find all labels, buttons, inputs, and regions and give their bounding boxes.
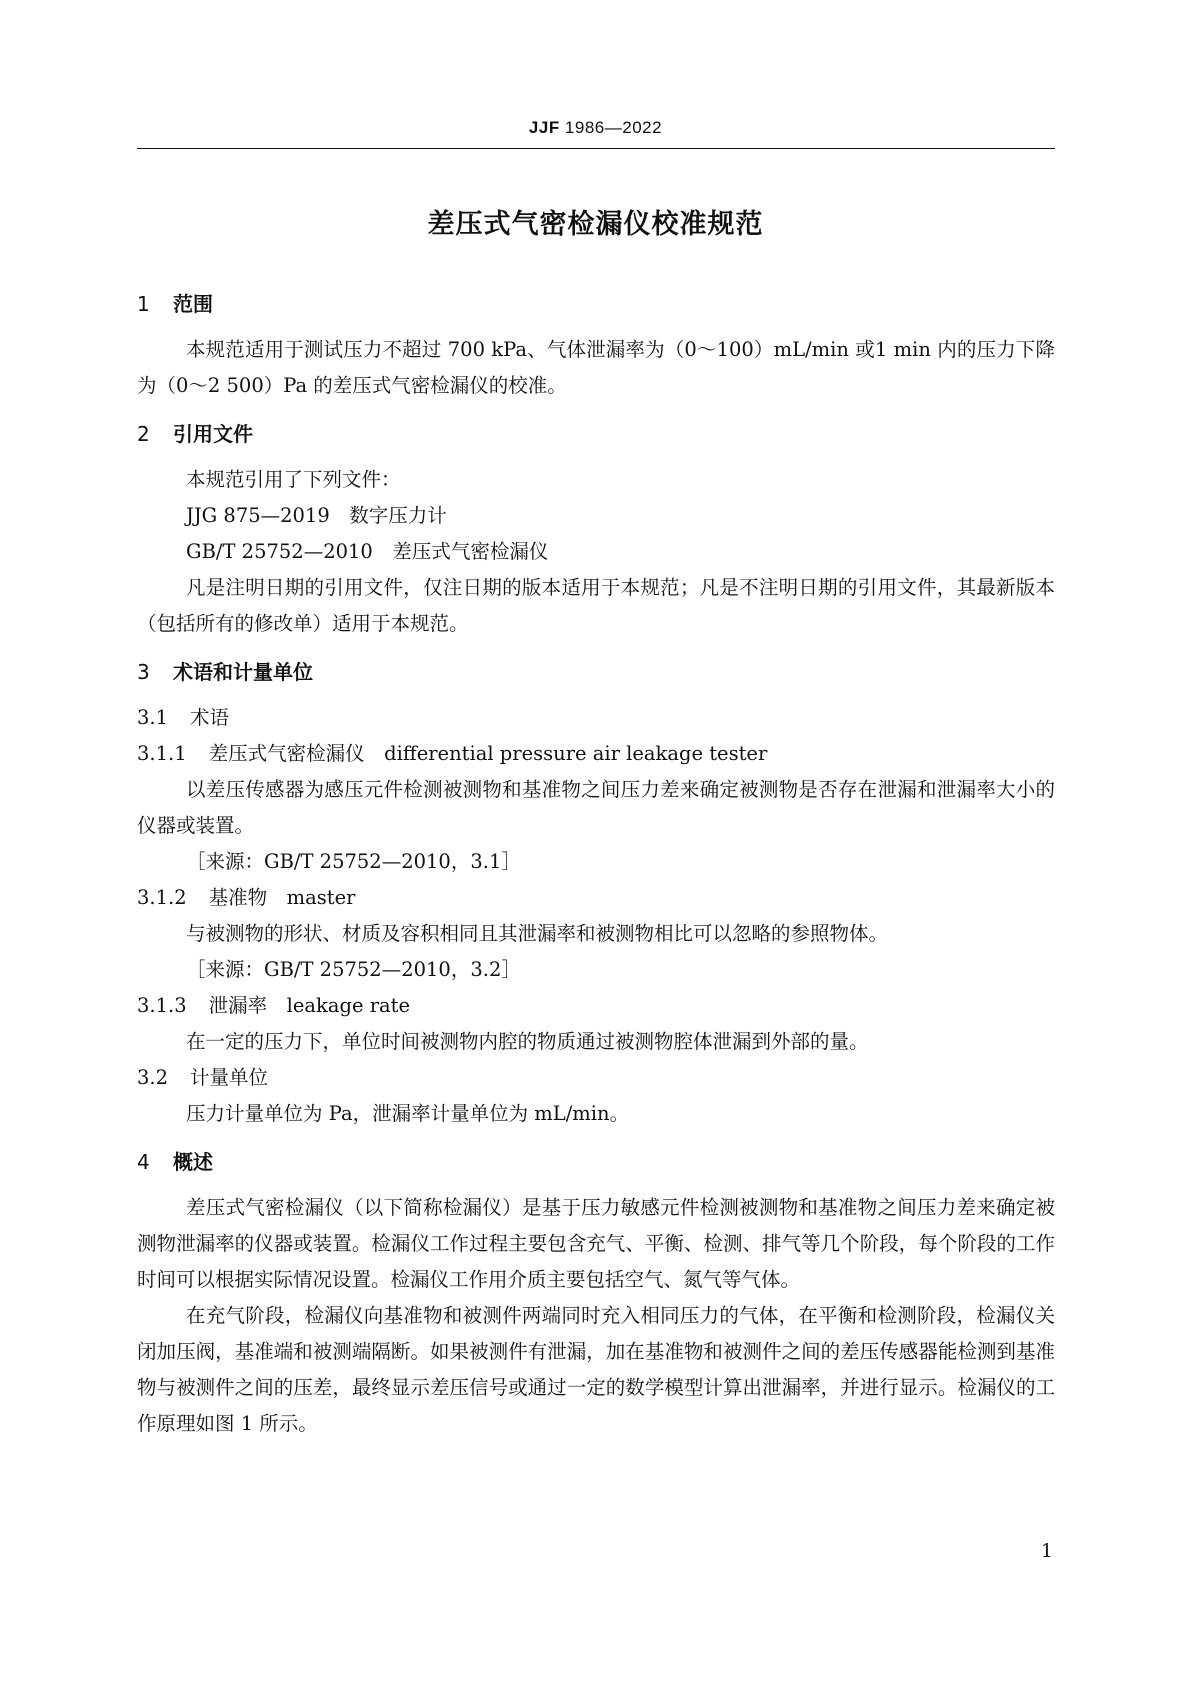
section-title: 术语和计量单位 <box>173 660 313 684</box>
subsection-3-1: 3.1 术语 <box>137 706 230 729</box>
section-number: 4 <box>137 1150 150 1174</box>
reference-item: GB/T 25752—2010 差压式气密检漏仪 <box>186 540 549 563</box>
header-code-number: 1986—2022 <box>559 118 663 137</box>
section-2-heading <box>137 410 1055 458</box>
scope-paragraph: 本规范适用于测试压力不超过 700 kPa、气体泄漏率为（0～100）mL/min 或1 min 内的压力下降为（0～2 500）Pa 的差压式气密检漏仪的校准。 <box>137 338 1055 397</box>
term-definition: 在一定的压力下，单位时间被测物内腔的物质通过被测物腔体泄漏到外部的量。 <box>186 1030 869 1053</box>
references-intro: 本规范引用了下列文件： <box>186 468 401 491</box>
header-rule <box>137 148 1055 149</box>
section-number: 3 <box>137 660 150 684</box>
term-definition: 与被测物的形状、材质及容积相同且其泄漏率和被测物相比可以忽略的参照物体。 <box>186 922 889 945</box>
term-3-1-3: 3.1.3 泄漏率 leakage rate <box>137 994 411 1017</box>
section-number: 2 <box>137 422 150 446</box>
running-header <box>0 118 1191 138</box>
section-title: 范围 <box>173 292 213 316</box>
document-body <box>137 280 1055 1442</box>
references-note: 凡是注明日期的引用文件，仅注日期的版本适用于本规范；凡是不注明日期的引用文件，其最新版本（包括所有的修改单）适用于本规范。 <box>137 576 1055 635</box>
term-3-1-2: 3.1.2 基准物 master <box>137 886 356 909</box>
term-definition: 以差压传感器为感压元件检测被测物和基准物之间压力差来确定被测物是否存在泄漏和泄漏率大小的仪器或装置。 <box>137 778 1055 837</box>
section-title: 概述 <box>173 1150 213 1174</box>
overview-paragraph: 差压式气密检漏仪（以下简称检漏仪）是基于压力敏感元件检测被测物和基准物之间压力差来确定被测物泄漏率的仪器或装置。检漏仪工作过程主要包含充气、平衡、检测、排气等几个阶段，每个阶段的工作时间可以根据实际情况设置。检漏仪工作用介质主要包括空气、氮气等气体。 <box>137 1196 1055 1291</box>
term-source: ［来源：GB/T 25752—2010，3.2］ <box>186 958 521 981</box>
term-source: ［来源：GB/T 25752—2010，3.1］ <box>186 850 521 873</box>
overview-paragraph: 在充气阶段，检漏仪向基准物和被测件两端同时充入相同压力的气体，在平衡和检测阶段，检漏仪关闭加压阀，基准端和被测端隔断。如果被测件有泄漏，加在基准物和被测件之间的差压传感器能检测到基准物与被测件之间的压差，最终显示差压信号或通过一定的数学模型计算出泄漏率，并进行显示。检漏仪的工作原理如图 1 所示。 <box>137 1304 1055 1435</box>
section-3-heading <box>137 648 1055 696</box>
units-definition: 压力计量单位为 Pa，泄漏率计量单位为 mL/min。 <box>186 1102 630 1125</box>
section-1-heading <box>137 280 1055 328</box>
subsection-3-2: 3.2 计量单位 <box>137 1066 269 1089</box>
reference-item: JJG 875—2019 数字压力计 <box>186 504 447 527</box>
section-title: 引用文件 <box>173 422 253 446</box>
section-number: 1 <box>137 292 150 316</box>
section-4-heading <box>137 1138 1055 1186</box>
header-code-prefix: JJF <box>528 118 560 137</box>
page-number: 1 <box>1040 1540 1053 1562</box>
document-title: 差压式气密检漏仪校准规范 <box>427 209 764 240</box>
term-3-1-1: 3.1.1 差压式气密检漏仪 differential pressure air leakage tester <box>137 742 768 765</box>
